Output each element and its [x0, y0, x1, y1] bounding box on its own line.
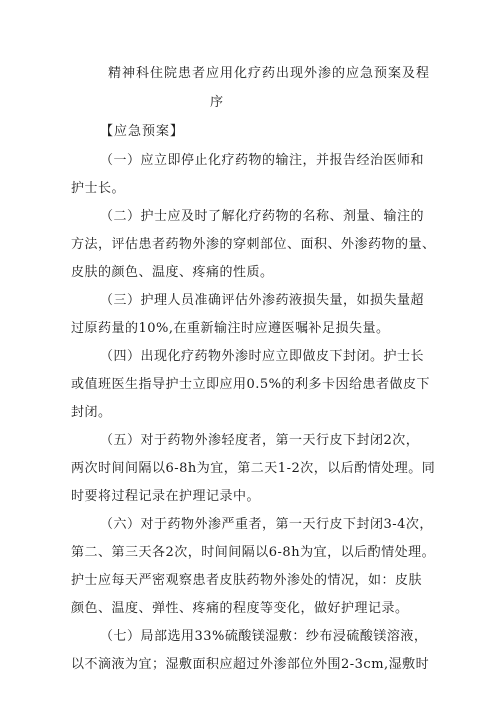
paragraph-3-line-2: 过原药量的10%,在重新输注时应遵医嘱补足损失量。: [71, 321, 390, 336]
document-title-line-1: 精神科住院患者应用化疗药出现外渗的应急预案及程: [108, 66, 431, 81]
paragraph-6-line-1: （六）对于药物外渗严重者，第一天行皮下封闭3-4次，: [100, 517, 433, 532]
paragraph-6-line-4: 颜色、温度、弹性、疼痛的程度等变化，做好护理记录。: [71, 601, 409, 616]
section-heading: 【应急预案】: [100, 124, 185, 139]
paragraph-7-line-2: 以不滴液为宜；湿敷面积应超过外渗部位外围2-3cm,湿敷时: [71, 657, 430, 672]
paragraph-1-line-1: （一）应立即停止化疗药物的输注，并报告经治医师和: [100, 153, 425, 168]
paragraph-4-line-3: 封闭。: [71, 405, 112, 420]
paragraph-1-line-2: 护士长。: [71, 181, 126, 196]
paragraph-4-line-2: 或值班医生指导护士立即应用0.5%的利多卡因给患者做皮下: [71, 377, 431, 392]
paragraph-2-line-2: 方法，评估患者药物外渗的穿刺部位、面积、外渗药物的量、: [71, 237, 436, 252]
paragraph-5-line-1: （五）对于药物外渗轻度者，第一天行皮下封闭2次，: [100, 433, 420, 448]
paragraph-2-line-3: 皮肤的颜色、温度、疼痛的性质。: [71, 265, 274, 280]
paragraph-5-line-2: 两次时间间隔以6-8h为宜，第二天1-2次，以后酌情处理。同: [71, 461, 436, 476]
paragraph-6-line-3: 护士应每天严密观察患者皮肤药物外渗处的情况，如：皮肤: [71, 573, 423, 588]
document-title-line-2: 序: [210, 95, 225, 110]
paragraph-5-line-3: 时要将过程记录在护理记录中。: [71, 489, 261, 504]
paragraph-6-line-2: 第二、第三天各2次，时间间隔以6-8h为宜，以后酌情处理。: [71, 545, 436, 560]
paragraph-2-line-1: （二）护士应及时了解化疗药物的名称、剂量、输注的: [100, 209, 425, 224]
paragraph-3-line-1: （三）护理人员准确评估外渗药液损失量，如损失量超: [100, 293, 425, 308]
paragraph-4-line-1: （四）出现化疗药物外渗时应立即做皮下封闭。护士长: [100, 349, 425, 364]
paragraph-7-line-1: （七）局部选用33%硫酸镁湿敷：纱布浸硫酸镁溶液，: [100, 629, 428, 644]
